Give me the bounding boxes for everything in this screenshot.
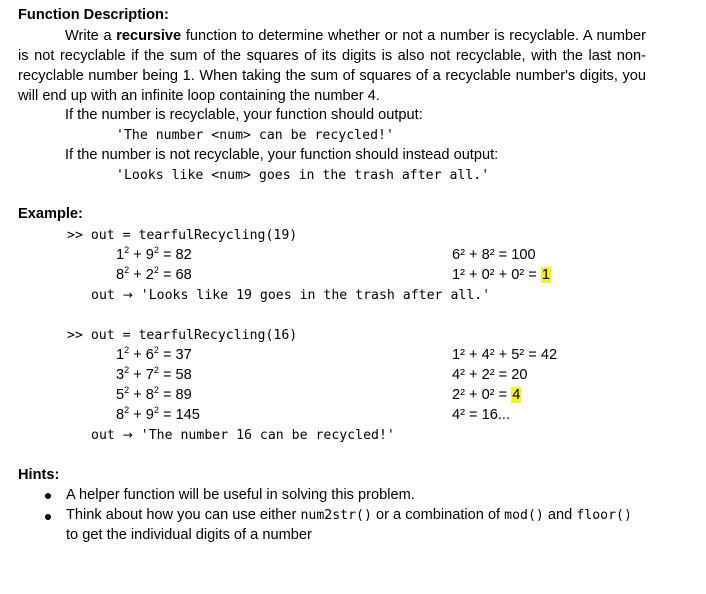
sum-of-squares-step: $8^2 + 2^2 = 68$	[116, 265, 192, 283]
bullet-icon	[45, 514, 51, 520]
sum-of-squares-step: 1² + 0² + 0² = 1	[452, 267, 550, 283]
highlighted-result: 4	[512, 387, 521, 403]
out-label: out	[91, 428, 115, 443]
recursive-keyword: recursive	[116, 28, 182, 44]
highlighted-result: 1	[541, 267, 550, 283]
section-heading-hints: Hints:	[18, 467, 60, 483]
sum-of-squares-step: 6² + 8² = 100	[452, 247, 536, 263]
sum-of-squares-step: 1² + 4² + 5² = 42	[452, 347, 558, 363]
sum-of-squares-step: 4² = 16...	[452, 407, 511, 423]
code-floor: floor()	[576, 508, 632, 523]
code-num2str: num2str()	[300, 508, 372, 523]
sum-of-squares-step: $8^2 + 9^2 = 145$	[116, 405, 200, 423]
sum-of-squares-step: $1^2 + 6^2 = 37$	[116, 345, 192, 363]
example1-output-line	[91, 288, 490, 303]
arrow-icon: →	[122, 288, 133, 302]
sum-of-squares-step: $5^2 + 8^2 = 89$	[116, 385, 192, 403]
not-recyclable-instruction: If the number is not recyclable, your function should instead output:	[65, 147, 499, 163]
hint-item-2-continued: to get the individual digits of a number	[66, 527, 312, 543]
hint-item-2: Think about how you can use either num2str() or a combination of mod() and floor()	[66, 507, 632, 523]
sum-of-squares-step: $1^2 + 9^2 = 82$	[116, 245, 192, 263]
example2-prompt: >> out = tearfulRecycling(16)	[67, 328, 298, 343]
arrow-icon: →	[122, 428, 133, 442]
not-recyclable-output-string: 'Looks like <num> goes in the trash after all.'	[116, 168, 490, 183]
sum-of-squares-step: $3^2 + 7^2 = 58$	[116, 365, 192, 383]
out-value: 'Looks like 19 goes in the trash after all.'	[140, 288, 491, 303]
sum-of-squares-step: 4² + 2² = 20	[452, 367, 528, 383]
bullet-icon	[45, 493, 51, 499]
description-paragraph: Write a recursive function to determine whether or not a number is recyclable. A number is not recyclable if the sum of the squares of its digits is also not recyclable, with the last non-recyclable number being 1. When taking the sum of squares of a recyclable number's digits, you will end up with an infinite loop containing the number 4.	[18, 28, 646, 104]
section-heading-example: Example:	[18, 206, 83, 222]
example1-prompt: >> out = tearfulRecycling(19)	[67, 228, 298, 243]
section-heading-function-description: Function Description:	[18, 7, 169, 23]
recyclable-output-string: 'The number <num> can be recycled!'	[116, 128, 394, 143]
sum-of-squares-step: 2² + 0² = 4	[452, 387, 521, 403]
example2-output-line	[91, 428, 395, 443]
out-label: out	[91, 288, 115, 303]
code-mod: mod()	[504, 508, 544, 523]
recyclable-instruction: If the number is recyclable, your function should output:	[65, 107, 423, 123]
hint-item-1: A helper function will be useful in solving this problem.	[66, 487, 415, 503]
out-value: 'The number 16 can be recycled!'	[140, 428, 395, 443]
